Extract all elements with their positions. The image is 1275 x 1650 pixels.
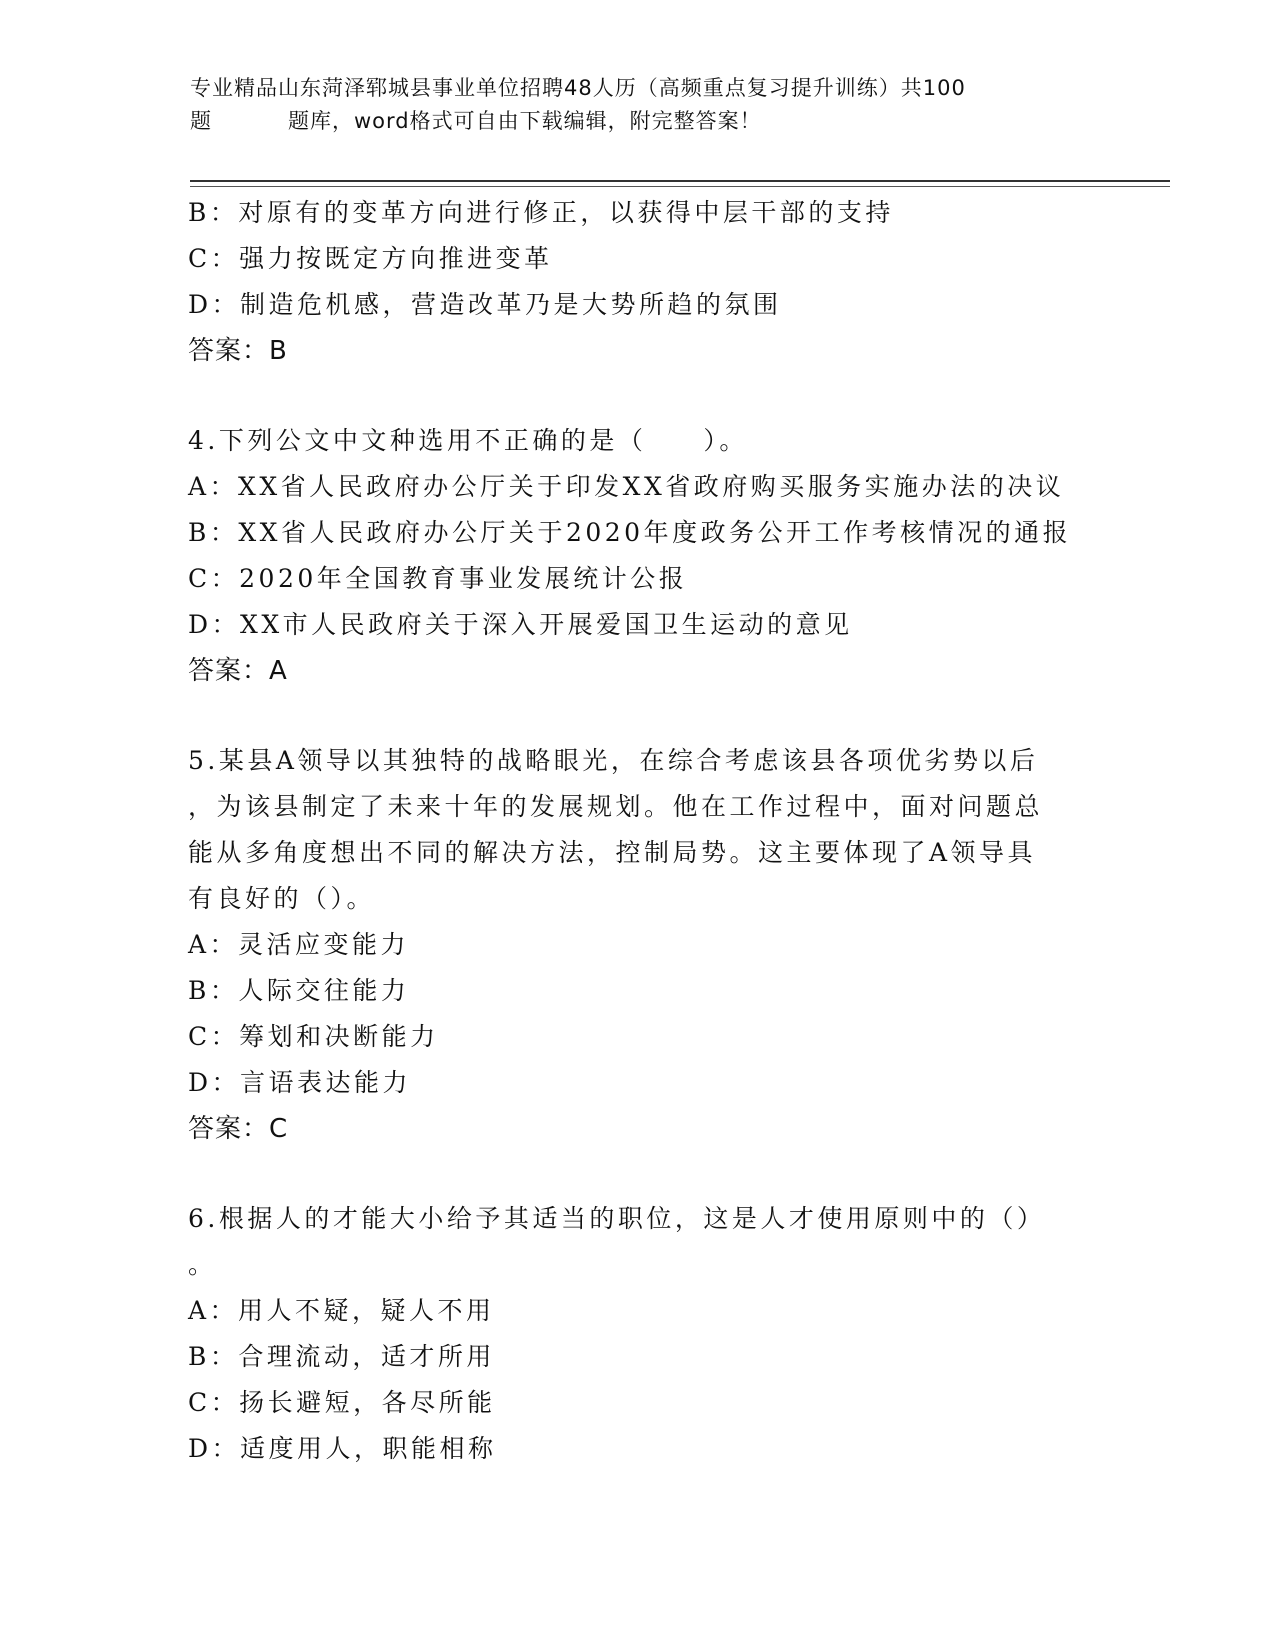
question-5-text-line-2: ，为该县制定了未来十年的发展规划。他在工作过程中，面对问题总 — [188, 792, 1044, 821]
question-6-text-line-1: 6.根据人的才能大小给予其适当的职位，这是人才使用原则中的（） — [188, 1204, 1046, 1233]
question-6-option-d: D：适度用人，职能相称 — [188, 1434, 497, 1463]
spacer — [188, 1152, 1088, 1196]
question-5-option-d: D：言语表达能力 — [188, 1068, 412, 1097]
spacer — [188, 374, 1088, 418]
question-4-text: 4.下列公文中文种选用不正确的是（ ）。 — [188, 426, 748, 455]
question-3-answer: 答案：B — [188, 336, 288, 366]
document-header — [190, 72, 1090, 138]
question-5-answer: 答案：C — [188, 1114, 289, 1144]
question-5-text-line-3: 能从多角度想出不同的解决方法，控制局势。这主要体现了A领导具 — [188, 838, 1037, 867]
question-3-block — [188, 190, 1088, 374]
question-6-option-c: C：扬长避短，各尽所能 — [188, 1388, 496, 1417]
question-5-option-a: A：灵活应变能力 — [188, 930, 410, 959]
question-5-block — [188, 738, 1088, 1152]
header-title-line2 — [190, 105, 1090, 138]
header-title-line2-left: 题 — [190, 109, 212, 133]
question-4-option-b: B：XX省人民政府办公厅关于2020年度政务公开工作考核情况的通报 — [188, 518, 1072, 547]
question-4-answer: 答案：A — [188, 656, 288, 686]
question-content — [188, 190, 1088, 1472]
question-3-option-b: B：对原有的变革方向进行修正，以获得中层干部的支持 — [188, 198, 894, 227]
question-6-text-line-2: 。 — [188, 1250, 217, 1279]
header-title-line1: 专业精品山东菏泽郓城县事业单位招聘48人历（高频重点复习提升训练）共100 — [190, 76, 966, 100]
question-5-option-b: B：人际交往能力 — [188, 976, 410, 1005]
question-4-option-d: D：XX市人民政府关于深入开展爱国卫生运动的意见 — [188, 610, 853, 639]
question-5-text-line-1: 5.某县A领导以其独特的战略眼光，在综合考虑该县各项优劣势以后 — [188, 746, 1039, 775]
header-divider-thin — [190, 186, 1170, 187]
question-4-block — [188, 418, 1088, 694]
question-4-option-c: C：2020年全国教育事业发展统计公报 — [188, 564, 688, 593]
header-divider-thick — [190, 180, 1170, 182]
question-3-option-c: C：强力按既定方向推进变革 — [188, 244, 553, 273]
question-6-option-a: A：用人不疑，疑人不用 — [188, 1296, 495, 1325]
question-3-option-d: D：制造危机感，营造改革乃是大势所趋的氛围 — [188, 290, 782, 319]
header-title-line2-right: 题库，word格式可自由下载编辑，附完整答案！ — [288, 109, 762, 133]
question-6-block — [188, 1196, 1088, 1472]
question-6-option-b: B：合理流动，适才所用 — [188, 1342, 495, 1371]
question-5-text-line-4: 有良好的（）。 — [188, 884, 376, 913]
question-4-option-a: A：XX省人民政府办公厅关于印发XX省政府购买服务实施办法的决议 — [188, 472, 1065, 501]
spacer — [188, 694, 1088, 738]
question-5-option-c: C：筹划和决断能力 — [188, 1022, 439, 1051]
